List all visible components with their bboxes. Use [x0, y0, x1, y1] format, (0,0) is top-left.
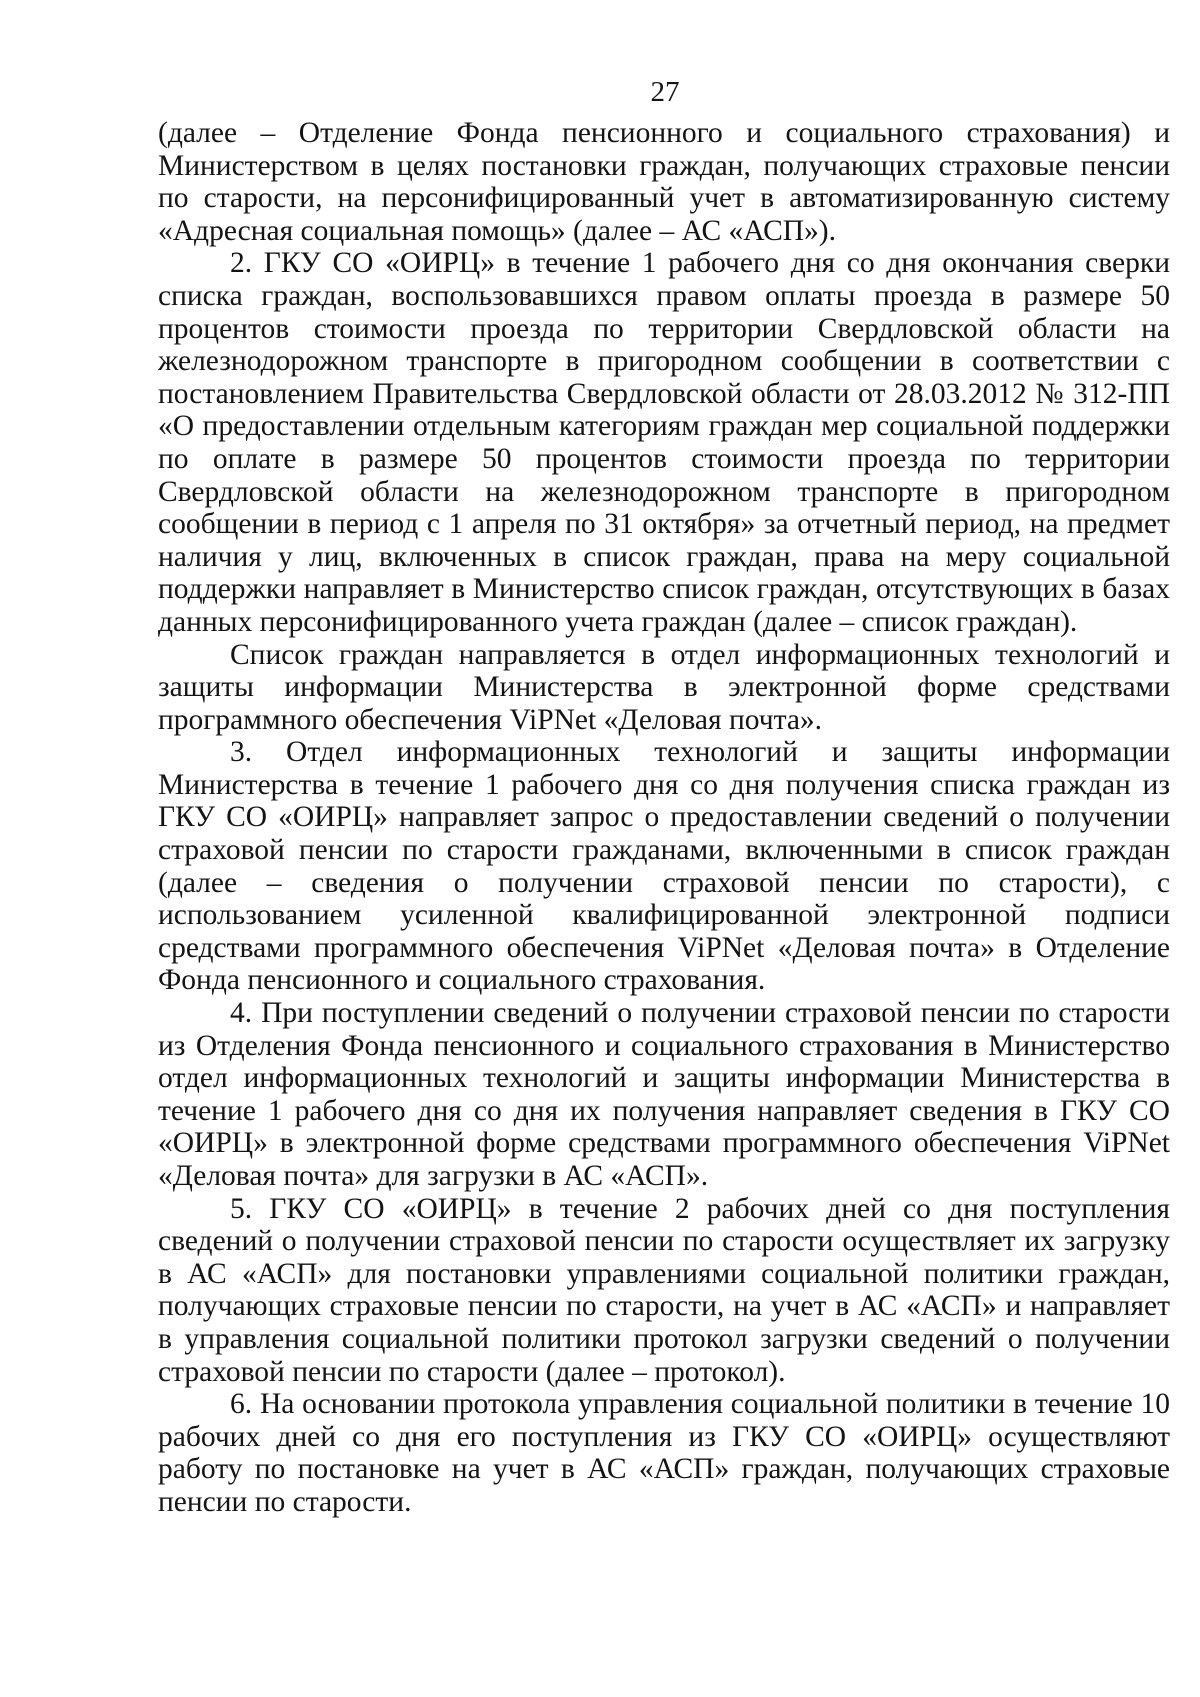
paragraph-citizens-list: Список граждан направляется в отдел информационных технологий и защиты информации Министерства в электронной форме средствами программного обеспечения ViPNet «Деловая почта».: [158, 638, 1170, 736]
paragraph-item-4: 4. При поступлении сведений о получении страховой пенсии по старости из Отделения Фонда пенсионного и социального страхования в Министерство отдел информационных технологий и защиты информации Министерства в течение 1 рабочего дня со дня их получения направляет сведения в ГКУ СО «ОИРЦ» в электронной форме средствами программного обеспечения ViPNet «Деловая почта» для загрузки в АС «АСП».: [158, 997, 1170, 1192]
paragraph-continuation: (далее – Отделение Фонда пенсионного и социального страхования) и Министерством в целях постановки граждан, получающих страховые пенсии по старости, на персонифицированный учет в автоматизированную систему «Адресная социальная помощь» (далее – АС «АСП»).: [158, 117, 1170, 247]
page-number: 27: [650, 76, 680, 108]
document-body: [158, 117, 1170, 1519]
paragraph-item-3: 3. Отдел информационных технологий и защиты информации Министерства в течение 1 рабочего дня со дня получения списка граждан из ГКУ СО «ОИРЦ» направляет запрос о предоставлении сведений о получении страховой пенсии по старости гражданами, включенными в список граждан (далее – сведения о получении страховой пенсии по старости), с использованием усиленной квалифицированной электронной подписи средствами программного обеспечения ViPNet «Деловая почта» в Отделение Фонда пенсионного и социального страхования.: [158, 736, 1170, 997]
paragraph-item-6: 6. На основании протокола управления социальной политики в течение 10 рабочих дней со дня его поступления из ГКУ СО «ОИРЦ» осуществляют работу по постановке на учет в АС «АСП» граждан, получающих страховые пенсии по старости.: [158, 1388, 1170, 1518]
paragraph-item-2: 2. ГКУ СО «ОИРЦ» в течение 1 рабочего дня со дня окончания сверки списка граждан, воспользовавшихся правом оплаты проезда в размере 50 процентов стоимости проезда по территории Свердловской области на железнодорожном транспорте в пригородном сообщении в соответствии с постановлением Правительства Свердловской области от 28.03.2012 № 312-ПП «О предоставлении отдельным категориям граждан мер социальной поддержки по оплате в размере 50 процентов стоимости проезда по территории Свердловской области на железнодорожном транспорте в пригородном сообщении в период с 1 апреля по 31 октября» за отчетный период, на предмет наличия у лиц, включенных в список граждан, права на меру социальной поддержки направляет в Министерство список граждан, отсутствующих в базах данных персонифицированного учета граждан (далее – список граждан).: [158, 247, 1170, 638]
paragraph-item-5: 5. ГКУ СО «ОИРЦ» в течение 2 рабочих дней со дня поступления сведений о получении страховой пенсии по старости осуществляет их загрузку в АС «АСП» для постановки управлениями социальной политики граждан, получающих страховые пенсии по старости, на учет в АС «АСП» и направляет в управления социальной политики протокол загрузки сведений о получении страховой пенсии по старости (далее – протокол).: [158, 1192, 1170, 1388]
